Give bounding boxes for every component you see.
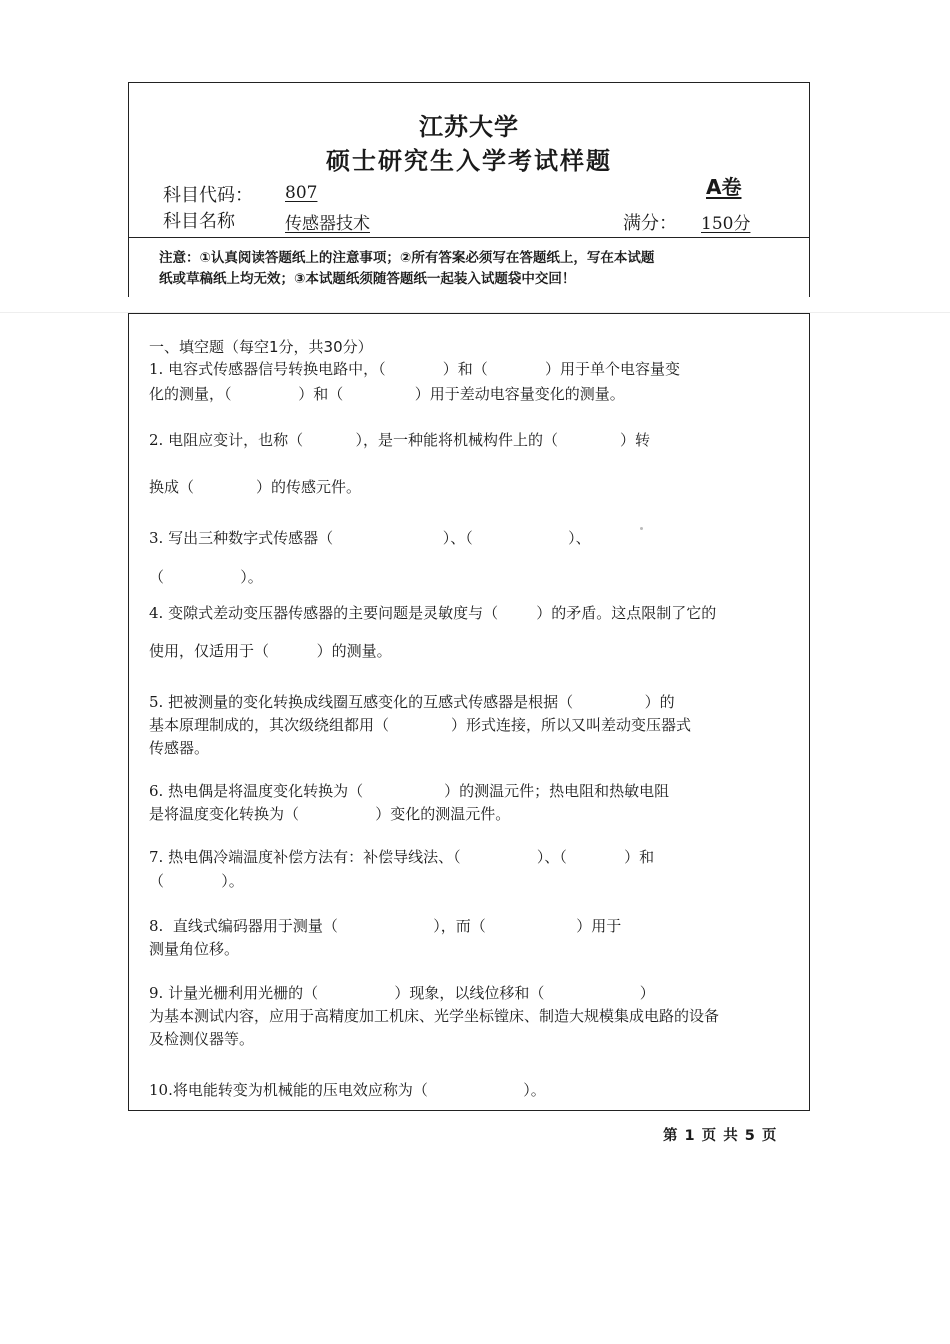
question-10: 10.将电能转变为机械能的压电效应称为（ ）。 — [149, 1081, 546, 1099]
notice-line-1: 注意：①认真阅读答题纸上的注意事项；②所有答案必须写在答题纸上，写在本试题 — [159, 250, 655, 266]
notice — [159, 248, 779, 290]
question-9-line-3: 及检测仪器等。 — [149, 1030, 255, 1048]
question-6-line-1: 6. 热电偶是将温度变化转换为（ ）的测温元件；热电阻和热敏电阻 — [149, 782, 670, 800]
question-3-line-1: 3. 写出三种数字式传感器（ ）、（ ）、 — [149, 529, 591, 547]
question-2-line-2: 换成（ ）的传感元件。 — [149, 478, 361, 496]
subject-name: 传感器技术 — [285, 214, 370, 234]
subject-name-label: 科目名称 — [163, 211, 235, 232]
question-2-line-1: 2. 电阻应变计，也称（ ），是一种能将机械构件上的（ ）转 — [149, 431, 651, 449]
question-5-line-2: 基本原理制成的，其次级绕组都用（ ）形式连接，所以又叫差动变压器式 — [149, 716, 691, 734]
question-5-line-3: 传感器。 — [149, 739, 210, 757]
subject-code: 807 — [285, 183, 318, 203]
header-divider — [129, 237, 809, 238]
scan-speck — [640, 527, 643, 530]
exam-header-box — [128, 82, 810, 297]
question-5-line-1: 5. 把被测量的变化转换成线圈互感变化的互感式传感器是根据（ ）的 — [149, 693, 675, 711]
subject-code-label: 科目代码： — [163, 185, 253, 206]
question-8-line-1: 8. 直线式编码器用于测量（ ），而（ ）用于 — [149, 917, 622, 935]
question-9-line-2: 为基本测试内容，应用于高精度加工机床、光学坐标镗床、制造大规模集成电路的设备 — [149, 1007, 720, 1025]
question-3-line-2: （ ）。 — [149, 568, 263, 586]
university-name: 江苏大学 — [419, 113, 519, 141]
full-score-label: 满分： — [623, 213, 677, 234]
paper-variant: A卷 — [706, 175, 742, 199]
question-6-line-2: 是将温度变化转换为（ ）变化的测温元件。 — [149, 805, 511, 823]
page-number: 第 1 页 共 5 页 — [663, 1128, 778, 1144]
notice-line-2: 纸或草稿纸上均无效；③本试题纸须随答题纸一起装入试题袋中交回！ — [159, 271, 576, 287]
question-1-line-2: 化的测量，（ ）和（ ）用于差动电容量变化的测量。 — [149, 385, 625, 403]
exam-title: 硕士研究生入学考试样题 — [326, 147, 612, 175]
questions-box — [128, 313, 810, 1111]
question-7-line-2: （ ）。 — [149, 872, 244, 890]
question-4-line-2: 使用，仅适用于（ ）的测量。 — [149, 642, 392, 660]
full-score: 150分 — [701, 214, 751, 234]
question-4-line-1: 4. 变隙式差动变压器传感器的主要问题是灵敏度与（ ）的矛盾。这点限制了它的 — [149, 604, 717, 622]
question-9-line-1: 9. 计量光栅利用光栅的（ ）现象，以线位移和（ ） — [149, 984, 655, 1002]
section-title: 一、填空题（每空1分，共30分） — [149, 338, 373, 356]
question-1-line-1: 1. 电容式传感器信号转换电路中，（ ）和（ ）用于单个电容量变 — [149, 360, 681, 378]
question-7-line-1: 7. 热电偶冷端温度补偿方法有：补偿导线法、（ ）、（ ）和 — [149, 848, 655, 866]
question-8-line-2: 测量角位移。 — [149, 940, 240, 958]
